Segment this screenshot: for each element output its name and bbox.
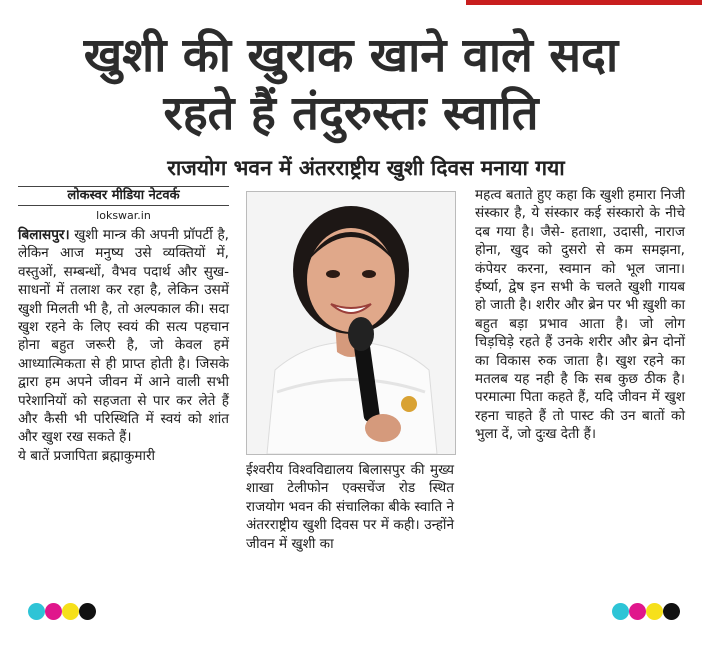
speaker-photo [246, 191, 456, 455]
yellow-dot [646, 603, 663, 620]
byline: लोकस्वर मीडिया नेटवर्क [18, 186, 229, 206]
black-dot [79, 603, 96, 620]
article-column-3: महत्व बताते हुए कहा कि खुशी हमारा निजी संस्कार है, ये संस्कार कई संस्कारो के नीचे दब गया है। जैसे- हताशा, उदासी, नाराज होना, खुद को दुसरो से कम समझना, कंपेयर करना, स्वमान को भूल जाना। ईर्ष्या, द्वेष इन सभी के चलते खुशी गायब हो जाती है। शरीर और ब्रेन पर भी ख़ुशी का बहुत बड़ा प्रभाव आता है। जो लोग चिड़चिड़े रहते हैं उनके शरीर और ब्रेन दोनों का विकास रुक जाता है। खुश रहने का मतलब यह नही है कि सब कुछ ठीक है। परमात्मा पिता कहते हैं, यदि जीवन में खुश रहना चाहते हैं तो पास्ट की उन बातों को भुला दें, जो दुःख देती हैं। [475, 187, 685, 443]
column-1-text: खुशी मान्त्र की अपनी प्रॉपर्टी है, लेकिन आज मनुष्य उसे व्यक्तियों में, वस्तुओं, सम्बन्धों, वैभव पदार्थ और सुख-साधनों में तलाश कर रहा है, लेकिन उसमें खुशी मिलती भी है, तो अल्पकाल की। सदा खुश रहने के लिए स्वयं की सत्य पहचान होना बहुत जरूरी है, जो केवल हमें आध्यात्मिकता से ही प्राप्त होती है। जिसके द्वारा हम अपने जीवन में आने वाली सभी परेशानियों को सहजता से पार कर लेते हैं और कैसी भी परिस्थिति में स्वयं को शांत और खुश रख सकते हैं। [18, 227, 229, 446]
headline-line-1: खुशी की खुराक खाने वाले सदा [83, 28, 619, 83]
black-dot [663, 603, 680, 620]
column-1-body [18, 226, 229, 447]
cyan-dot [612, 603, 629, 620]
cyan-dot [28, 603, 45, 620]
column-1-continuation: ये बातें प्रजापिता ब्रह्माकुमारी [18, 447, 156, 464]
subheadline: राजयोग भवन में अंतरराष्ट्रीय खुशी दिवस मनाया गया [167, 156, 565, 180]
color-registration-marks-left [28, 603, 98, 621]
top-accent-bar [466, 0, 702, 5]
magenta-dot [629, 603, 646, 620]
article-column-2: ईश्वरीय विश्वविद्यालय बिलासपुर की मुख्य शाखा टेलीफोन एक्सचेंज रोड स्थित राजयोग भवन की संचालिका बीके स्वाति ने अंतरराष्ट्रीय खुशी दिवस पर में कही। उन्होंने जीवन में खुशी का [246, 462, 454, 552]
dateline-place: बिलासपुर। [18, 227, 70, 243]
website-label: lokswar.in [96, 209, 151, 222]
magenta-dot [45, 603, 62, 620]
portrait-speaker-with-microphone-icon [247, 192, 455, 454]
yellow-dot [62, 603, 79, 620]
color-registration-marks-right [612, 603, 682, 621]
article-column-1 [18, 186, 229, 465]
headline-line-2: रहते हैं तंदुरुस्तः स्वाति [163, 86, 539, 141]
